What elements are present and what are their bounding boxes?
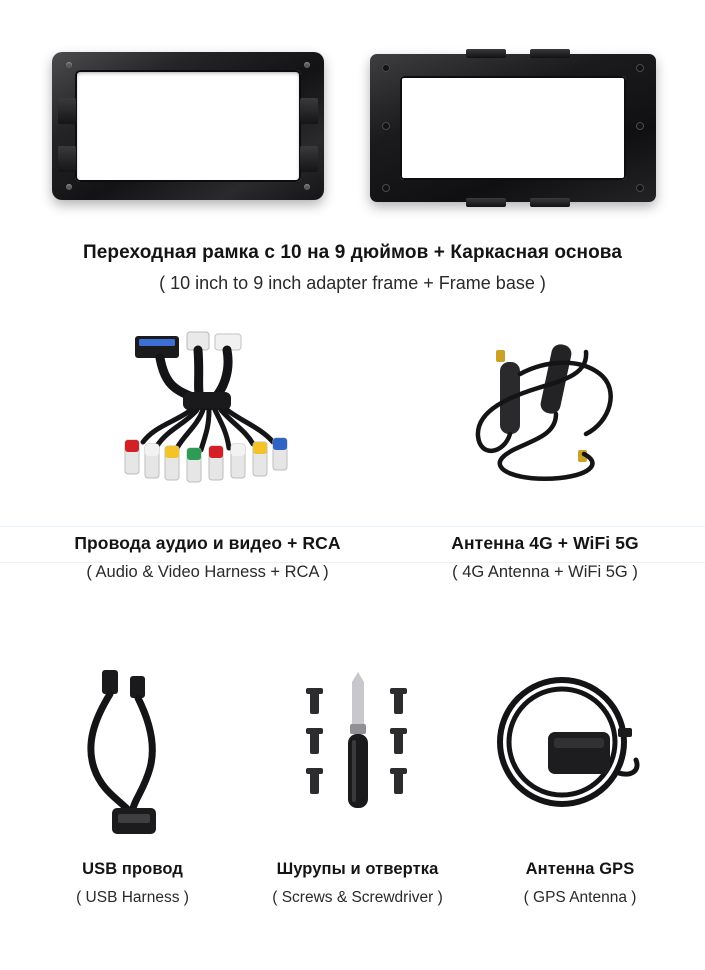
caption-gps-antenna <box>470 856 690 911</box>
antenna-4g-wifi-5g-image <box>460 330 660 505</box>
screws-screwdriver-image <box>290 660 430 845</box>
caption-frames-ru: Переходная рамка с 10 на 9 дюймов + Каркасная основа <box>82 242 623 263</box>
caption-audio-video-harness-ru: Провода аудио и видео + RCA <box>74 533 341 553</box>
frame-screw-hole <box>382 122 390 130</box>
gps-antenna-image <box>490 660 660 845</box>
frame-notch <box>58 98 76 124</box>
audio-video-harness-rca-image <box>105 330 335 505</box>
caption-frames <box>0 240 705 296</box>
usb-harness-svg <box>60 660 210 845</box>
frame-tab <box>530 198 570 207</box>
caption-gps-antenna-ru: Антенна GPS <box>525 860 635 878</box>
frame-screw-hole <box>66 184 72 190</box>
caption-antenna-4g-wifi-en: ( 4G Antenna + WiFi 5G ) <box>452 563 638 581</box>
caption-usb-harness-ru: USB провод <box>82 860 183 878</box>
antenna-svg <box>460 330 660 505</box>
frame-screw-hole <box>636 184 644 192</box>
caption-frames-en: ( 10 inch to 9 inch adapter frame + Frame base ) <box>159 273 546 293</box>
frame-tab <box>530 49 570 58</box>
caption-screws-screwdriver-ru: Шурупы и отвертка <box>276 860 439 878</box>
scan-line <box>0 526 705 527</box>
frame-base-image <box>370 54 656 202</box>
frame-screw-hole <box>66 62 72 68</box>
frame-notch <box>58 146 76 172</box>
caption-audio-video-harness <box>20 530 395 585</box>
frame-screw-hole <box>382 64 390 72</box>
frame-screw-hole <box>636 122 644 130</box>
frame-screw-hole <box>636 64 644 72</box>
gps-antenna-svg <box>490 660 660 845</box>
caption-antenna-4g-wifi-ru: Антенна 4G + WiFi 5G <box>451 533 639 553</box>
caption-usb-harness-en: ( USB Harness ) <box>76 889 189 906</box>
screws-screwdriver-svg <box>290 660 430 845</box>
usb-harness-image <box>60 660 210 845</box>
caption-usb-harness <box>25 856 240 911</box>
accessories-artwork-row <box>0 660 705 845</box>
frame-screw-hole <box>304 62 310 68</box>
frame-notch <box>300 146 318 172</box>
frame-screw-hole <box>304 184 310 190</box>
frame-screw-hole <box>382 184 390 192</box>
caption-antenna-4g-wifi <box>395 530 695 585</box>
harness-svg <box>105 330 335 505</box>
section-harness-antenna <box>0 330 705 595</box>
adapter-frame-10-to-9-image <box>52 52 324 200</box>
frame-tab <box>466 49 506 58</box>
caption-screws-screwdriver <box>235 856 480 911</box>
frame-tab <box>466 198 506 207</box>
frames-artwork-row <box>0 22 705 197</box>
section-accessories <box>0 660 705 950</box>
caption-screws-screwdriver-en: ( Screws & Screwdriver ) <box>272 889 443 906</box>
caption-gps-antenna-en: ( GPS Antenna ) <box>523 889 637 906</box>
section-frames <box>0 22 705 292</box>
frame-notch <box>300 98 318 124</box>
caption-audio-video-harness-en: ( Audio & Video Harness + RCA ) <box>86 563 329 581</box>
harness-artwork-row <box>0 330 705 505</box>
